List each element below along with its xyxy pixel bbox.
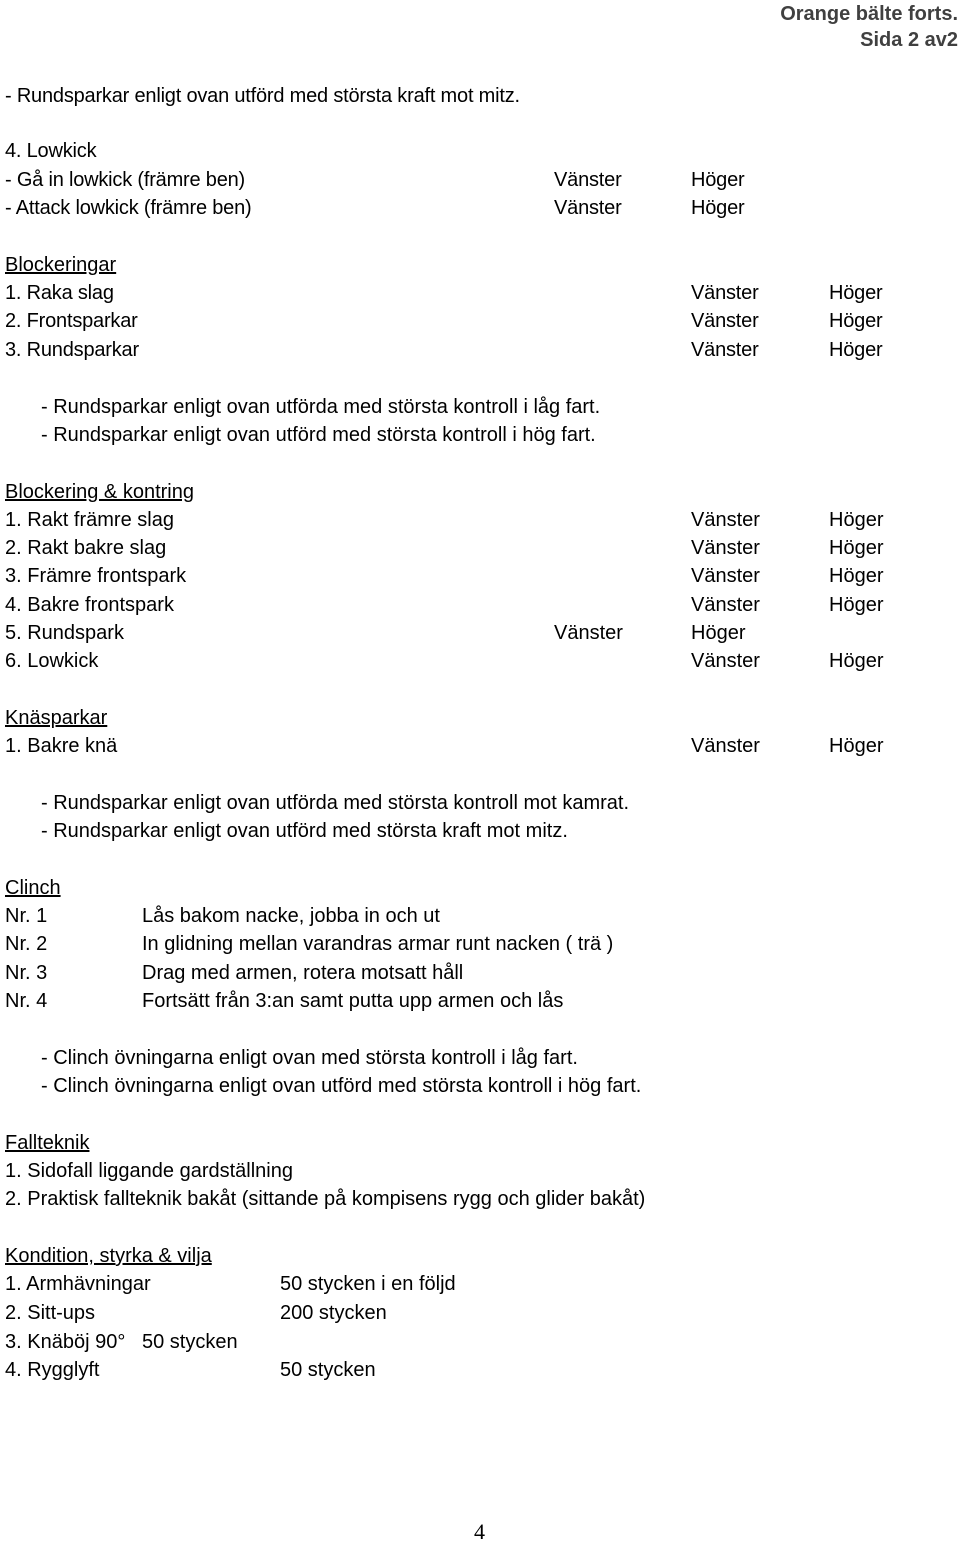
kontring-row-right: Höger <box>829 509 884 531</box>
lowkick-row-label: - Attack lowkick (främre ben) <box>5 197 252 219</box>
knasparkar-row-right: Höger <box>829 735 884 757</box>
clinch-nr: Nr. 3 <box>5 962 48 984</box>
blockeringar-note: - Rundsparkar enligt ovan utförd med största kontroll i hög fart. <box>41 424 596 446</box>
knasparkar-row-label: 1. Bakre knä <box>5 735 118 757</box>
kontring-row-label: 6. Lowkick <box>5 650 99 672</box>
knasparkar-note: - Rundsparkar enligt ovan utförd med största kraft mot mitz. <box>41 820 568 842</box>
fallteknik-heading: Fallteknik <box>5 1132 90 1154</box>
kontring-row-label: 5. Rundspark <box>5 622 124 644</box>
clinch-heading: Clinch <box>5 877 61 899</box>
clinch-text: Fortsätt från 3:an samt putta upp armen och lås <box>142 990 564 1012</box>
lowkick-row-left: Vänster <box>554 169 622 191</box>
blockeringar-row-right: Höger <box>829 339 883 361</box>
kontring-heading: Blockering & kontring <box>5 481 194 503</box>
intro-note: - Rundsparkar enligt ovan utförd med största kraft mot mitz. <box>5 85 520 107</box>
kontring-row-right: Höger <box>829 594 884 616</box>
lowkick-row-label: - Gå in lowkick (främre ben) <box>5 169 246 191</box>
kondition-row-value: 200 stycken <box>280 1302 387 1324</box>
clinch-note: - Clinch övningarna enligt ovan med största kontroll i låg fart. <box>41 1047 578 1069</box>
clinch-text: In glidning mellan varandras armar runt nacken ( trä ) <box>142 933 614 955</box>
kontring-row-left: Vänster <box>691 594 760 616</box>
kondition-heading: Kondition, styrka & vilja <box>5 1245 212 1267</box>
lowkick-row-right: Höger <box>691 197 745 219</box>
kontring-row-left: Vänster <box>691 565 760 587</box>
kondition-row-value: 50 stycken i en följd <box>280 1273 456 1295</box>
clinch-nr: Nr. 2 <box>5 933 48 955</box>
blockeringar-row-right: Höger <box>829 310 883 332</box>
kondition-row-label: 4. Rygglyft <box>5 1359 100 1381</box>
kontring-row-right: Höger <box>829 565 884 587</box>
kondition-row-label: 1. Armhävningar <box>5 1273 151 1295</box>
kondition-row-value: 50 stycken <box>280 1359 376 1381</box>
kontring-row-label: 1. Rakt främre slag <box>5 509 174 531</box>
kontring-row-left: Vänster <box>691 650 760 672</box>
blockeringar-note: - Rundsparkar enligt ovan utförda med största kontroll i låg fart. <box>41 396 601 418</box>
blockeringar-row-left: Vänster <box>691 339 759 361</box>
blockeringar-row-left: Vänster <box>691 282 759 304</box>
knasparkar-row-left: Vänster <box>691 735 760 757</box>
fallteknik-item: 2. Praktisk fallteknik bakåt (sittande på kompisens rygg och glider bakåt) <box>5 1188 646 1210</box>
clinch-text: Lås bakom nacke, jobba in och ut <box>142 905 440 927</box>
blockeringar-row-right: Höger <box>829 282 883 304</box>
lowkick-title: 4. Lowkick <box>5 140 97 162</box>
kondition-row-label: 2. Sitt-ups <box>5 1302 96 1324</box>
kontring-row-label: 3. Främre frontspark <box>5 565 187 587</box>
kontring-row-left: Vänster <box>691 537 760 559</box>
clinch-nr: Nr. 4 <box>5 990 48 1012</box>
header-title: Orange bälte forts. <box>780 3 958 25</box>
kontring-row-right: Höger <box>691 622 746 644</box>
blockeringar-row-label: 3. Rundsparkar <box>5 339 139 361</box>
kontring-row-label: 2. Rakt bakre slag <box>5 537 167 559</box>
blockeringar-row-label: 1. Raka slag <box>5 282 114 304</box>
kontring-row-right: Höger <box>829 650 884 672</box>
clinch-note: - Clinch övningarna enligt ovan utförd med största kontroll i hög fart. <box>41 1075 642 1097</box>
kontring-row-left: Vänster <box>554 622 623 644</box>
lowkick-row-right: Höger <box>691 169 745 191</box>
blockeringar-row-label: 2. Frontsparkar <box>5 310 138 332</box>
kondition-row-value: 50 stycken <box>142 1331 238 1353</box>
knasparkar-note: - Rundsparkar enligt ovan utförda med största kontroll mot kamrat. <box>41 792 630 814</box>
fallteknik-item: 1. Sidofall liggande gardställning <box>5 1160 293 1182</box>
header-page: Sida 2 av2 <box>860 29 958 51</box>
page-number: 4 <box>474 1519 485 1544</box>
clinch-nr: Nr. 1 <box>5 905 48 927</box>
blockeringar-row-left: Vänster <box>691 310 759 332</box>
kontring-row-right: Höger <box>829 537 884 559</box>
lowkick-row-left: Vänster <box>554 197 622 219</box>
knasparkar-heading: Knäsparkar <box>5 707 108 729</box>
clinch-text: Drag med armen, rotera motsatt håll <box>142 962 464 984</box>
kontring-row-left: Vänster <box>691 509 760 531</box>
blockeringar-heading: Blockeringar <box>5 254 117 276</box>
kondition-row-label: 3. Knäböj 90° <box>5 1331 126 1353</box>
kontring-row-label: 4. Bakre frontspark <box>5 594 174 616</box>
